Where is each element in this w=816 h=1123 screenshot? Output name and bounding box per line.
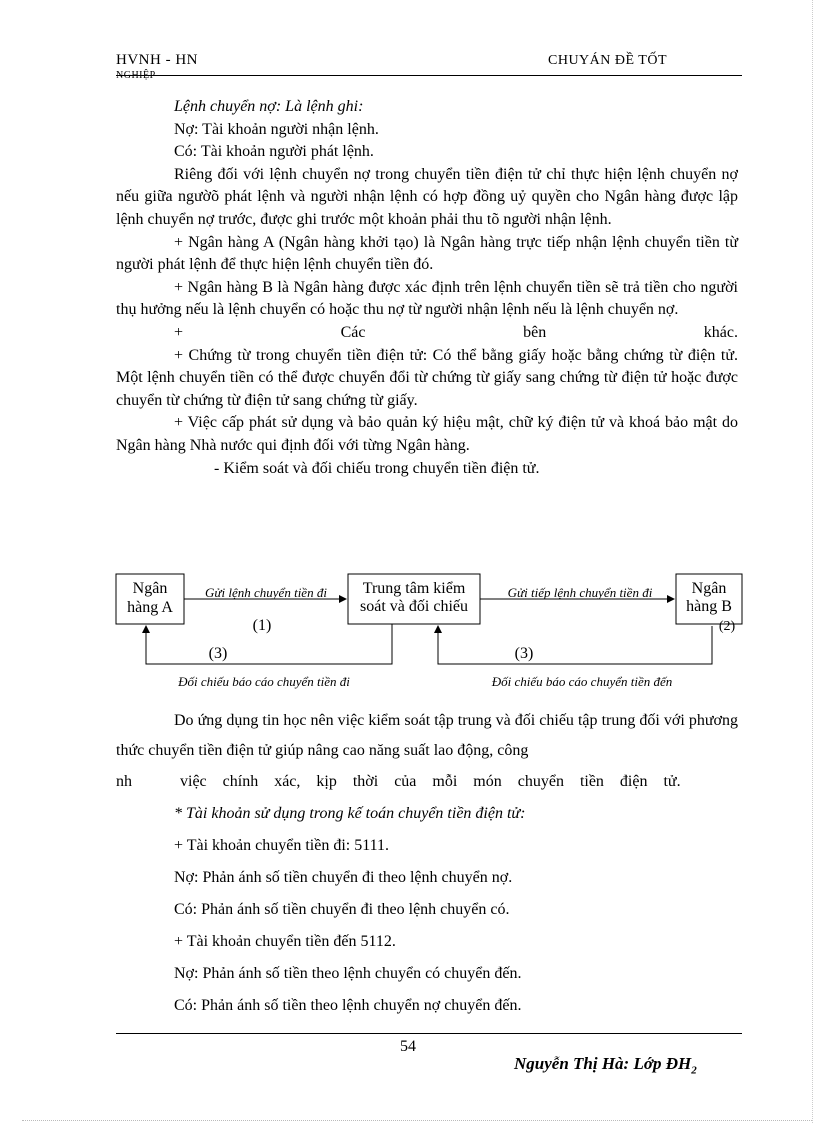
other-parties-word: +	[174, 323, 184, 341]
paragraph: + Ngân hàng A (Ngân hàng khởi tạo) là Ngân hàng trực tiếp nhận lệnh chuyển tiền từ người phát lệnh để thực hiện lệnh chuyển tiền đó.	[116, 233, 738, 274]
header-rule	[116, 75, 742, 76]
paragraph: Lệnh chuyển nợ: Là lệnh ghi:	[174, 98, 364, 115]
step-3-label: (3)	[514, 645, 534, 662]
transfer-diagram	[0, 566, 816, 696]
bank-a-label: hàng A	[127, 599, 173, 616]
paragraph: * Tài khoản sử dụng trong kế toán chuyển tiền điện tử:	[174, 805, 526, 822]
page-edge-right	[812, 0, 813, 1123]
author-sub: 2	[691, 1064, 697, 1077]
header-left: HVNH - HN	[116, 52, 198, 68]
paragraph: + Tài khoản chuyển tiền đi: 5111.	[174, 837, 390, 854]
paragraph: nh việc chính xác, kịp thời của mỗi món chuyển tiền điện tử.	[116, 773, 681, 790]
page-edge-bottom	[22, 1120, 812, 1121]
header-left-sub: NGHIỆP	[116, 70, 156, 81]
main-text	[116, 96, 738, 480]
return-line-right	[438, 626, 712, 664]
main-text-2	[116, 706, 738, 1022]
paragraph: Do ứng dụng tin học nên việc kiểm soát tập trung và đối chiếu tập trung đối với phương thức chuyển tiền điện tử giúp nâng cao năng suất lao động, công	[116, 712, 738, 759]
paragraph: + Tài khoản chuyển tiền đến 5112.	[174, 933, 396, 950]
step-3-label: (3)	[208, 645, 228, 662]
paragraph: Nợ: Tài khoản người nhận lệnh.	[174, 120, 379, 138]
paragraph: + Ngân hàng B là Ngân hàng được xác định trên lệnh chuyển tiền sẽ trả tiền cho người thụ hưởng nếu là lệnh chuyển có hoặc thu nợ từ người nhận lệnh nếu là lệnh chuyển nợ.	[116, 278, 738, 319]
step-2-label: (2)	[718, 619, 736, 634]
paragraph: Nợ: Phản ánh số tiền theo lệnh chuyển có chuyển đến.	[174, 965, 522, 982]
author-name: Nguyễn Thị Hà: Lớp ĐH	[514, 1054, 692, 1073]
paragraph: Có: Phản ánh số tiền theo lệnh chuyển nợ chuyển đến.	[174, 997, 522, 1014]
arrow1-label: Gửi lệnh chuyển tiền đi	[205, 585, 327, 600]
caption-right: Đối chiếu báo cáo chuyển tiền đến	[491, 674, 673, 689]
paragraph: Riêng đối với lệnh chuyển nợ trong chuyển tiền điện tử chỉ thực hiện lệnh chuyển nợ nếu giữa ngườõ phát lệnh và người nhận lệnh có hợp đồng uỷ quyền cho Ngân hàng được lập lệnh chuyển nợ trước, được ghi trước một khoản phải thu tõ người nhận lệnh.	[116, 165, 738, 228]
other-parties-word: Các	[340, 323, 366, 341]
page-number: 54	[400, 1038, 416, 1055]
center-label: Trung tâm kiểm	[362, 580, 466, 597]
paragraph: + Việc cấp phát sử dụng và bảo quản ký hiệu mật, chữ ký điện tử và khoá bảo mật do Ngân hàng Nhà nước qui định đối với từng Ngân hàng.	[116, 414, 738, 454]
center-label: soát và đối chiếu	[360, 598, 468, 615]
other-parties-word: khác.	[703, 323, 738, 341]
arrow2-label: Gửi tiếp lệnh chuyển tiền đi	[507, 585, 653, 600]
paragraph: Có: Tài khoản người phát lệnh.	[174, 143, 374, 161]
paragraph: + Chứng từ trong chuyển tiền điện tử: Có thể bằng giấy hoặc bằng chứng từ điện tử. Một lệnh chuyển tiền có thể được chuyển đổi từ chứng từ giấy sang chứng từ điện tử hoặc được chuyển từ chứng từ điện tử sang chứng từ giấy.	[116, 346, 738, 409]
footer-rule	[116, 1033, 742, 1034]
other-parties-line	[116, 322, 738, 345]
header-right: CHUYÁN ĐỀ TỐT	[548, 53, 668, 68]
caption-left: Đối chiếu báo cáo chuyển tiền đi	[178, 674, 350, 689]
other-parties-word: bên	[523, 323, 547, 341]
step-1-label: (1)	[252, 617, 272, 634]
bank-b-label: Ngân	[691, 580, 727, 597]
bank-b-label: hàng B	[686, 598, 732, 615]
paragraph: - Kiểm soát và đối chiếu trong chuyển tiền điện tử.	[214, 459, 540, 477]
author-line	[514, 1054, 697, 1076]
paragraph: Có: Phản ánh số tiền chuyển đi theo lệnh chuyển có.	[174, 901, 510, 918]
bank-a-label: Ngân	[132, 580, 168, 597]
paragraph: Nợ: Phản ánh số tiền chuyển đi theo lệnh chuyển nợ.	[174, 869, 513, 886]
